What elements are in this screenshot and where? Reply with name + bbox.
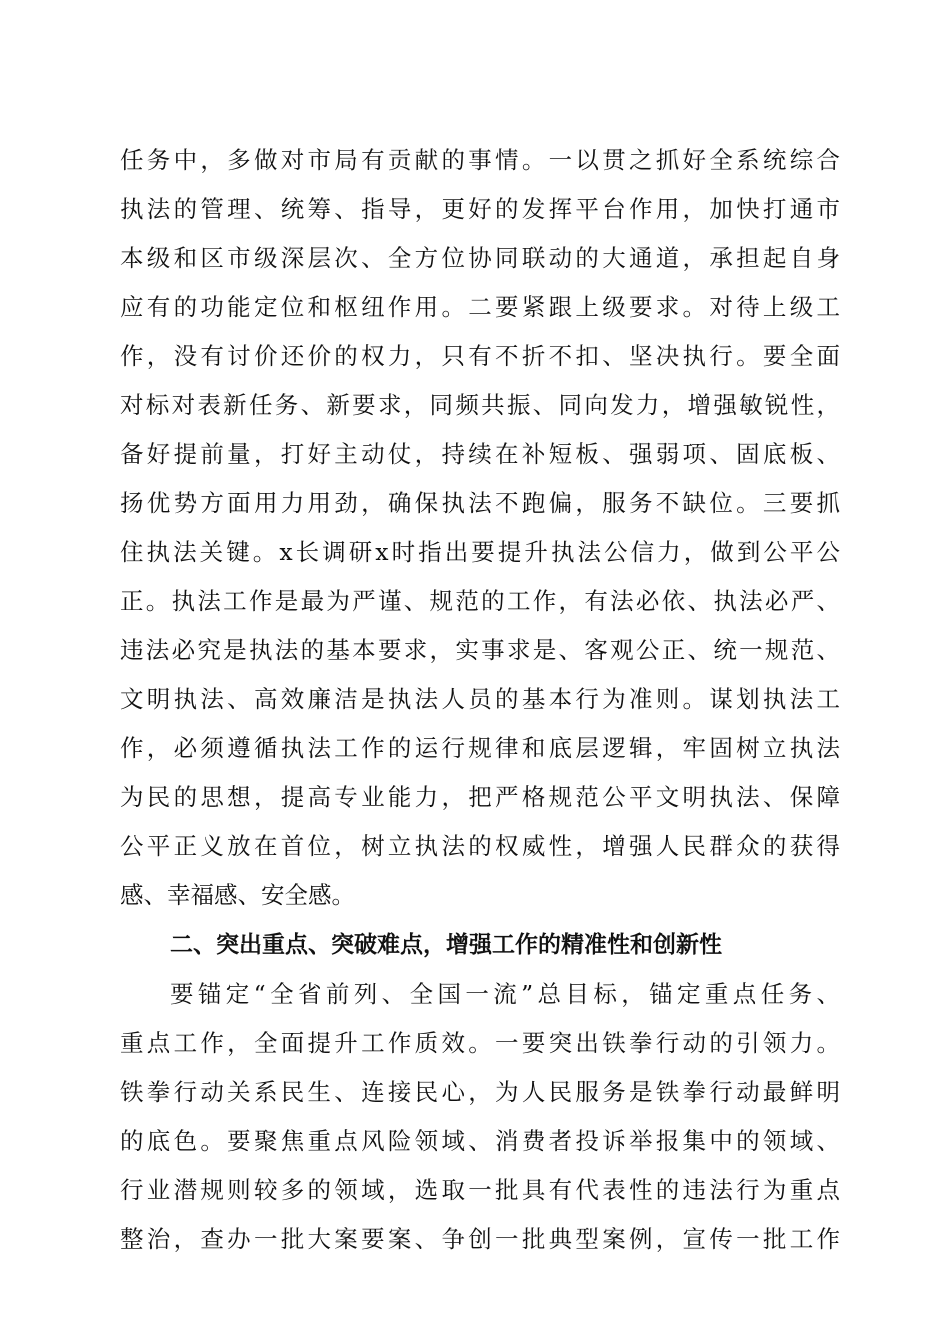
paragraph-line: 公平正义放在首位，树立执法的权威性，增强人民群众的获得 xyxy=(120,832,840,860)
paragraph-line: 为民的思想，提高专业能力，把严格规范公平文明执法、保障 xyxy=(120,783,840,811)
paragraph-line: 住执法关键。x长调研x时指出要提升执法公信力，做到公平公 xyxy=(120,538,840,566)
paragraph-line: 感、幸福感、安全感。 xyxy=(120,881,355,909)
paragraph-line: 备好提前量，打好主动仗，持续在补短板、强弱项、固底板、 xyxy=(120,440,840,468)
paragraph-line: 重点工作，全面提升工作质效。一要突出铁拳行动的引领力。 xyxy=(120,1029,840,1057)
paragraph-line: 文明执法、高效廉洁是执法人员的基本行为准则。谋划执法工 xyxy=(120,685,840,713)
paragraph-line: 违法必究是执法的基本要求，实事求是、客观公正、统一规范、 xyxy=(120,636,840,664)
paragraph-line: 整治，查办一批大案要案、争创一批典型案例，宣传一批工作 xyxy=(120,1225,840,1253)
paragraph-line: 要锚定“全省前列、全国一流”总目标，锚定重点任务、 xyxy=(170,980,840,1008)
paragraph-line: 对标对表新任务、新要求，同频共振、同向发力，增强敏锐性， xyxy=(120,391,840,419)
section-heading: 二、突出重点、突破难点，增强工作的精准性和创新性 xyxy=(170,932,722,958)
paragraph-line: 的底色。要聚焦重点风险领域、消费者投诉举报集中的领域、 xyxy=(120,1127,840,1155)
paragraph-line: 作，没有讨价还价的权力，只有不折不扣、坚决执行。要全面 xyxy=(120,342,840,370)
paragraph-line: 作，必须遵循执法工作的运行规律和底层逻辑，牢固树立执法 xyxy=(120,734,840,762)
paragraph-line: 扬优势方面用力用劲，确保执法不跑偏，服务不缺位。三要抓 xyxy=(120,489,840,517)
paragraph-line: 行业潜规则较多的领域，选取一批具有代表性的违法行为重点 xyxy=(120,1176,840,1204)
paragraph-line: 应有的功能定位和枢纽作用。二要紧跟上级要求。对待上级工 xyxy=(120,293,840,321)
paragraph-line: 任务中，多做对市局有贡献的事情。一以贯之抓好全系统综合 xyxy=(120,146,840,174)
paragraph-line: 执法的管理、统筹、指导，更好的发挥平台作用，加快打通市 xyxy=(120,195,840,223)
paragraph-line: 本级和区市级深层次、全方位协同联动的大通道，承担起自身 xyxy=(120,244,840,272)
paragraph-line: 正。执法工作是最为严谨、规范的工作，有法必依、执法必严、 xyxy=(120,587,840,615)
paragraph-line: 铁拳行动关系民生、连接民心，为人民服务是铁拳行动最鲜明 xyxy=(120,1078,840,1106)
